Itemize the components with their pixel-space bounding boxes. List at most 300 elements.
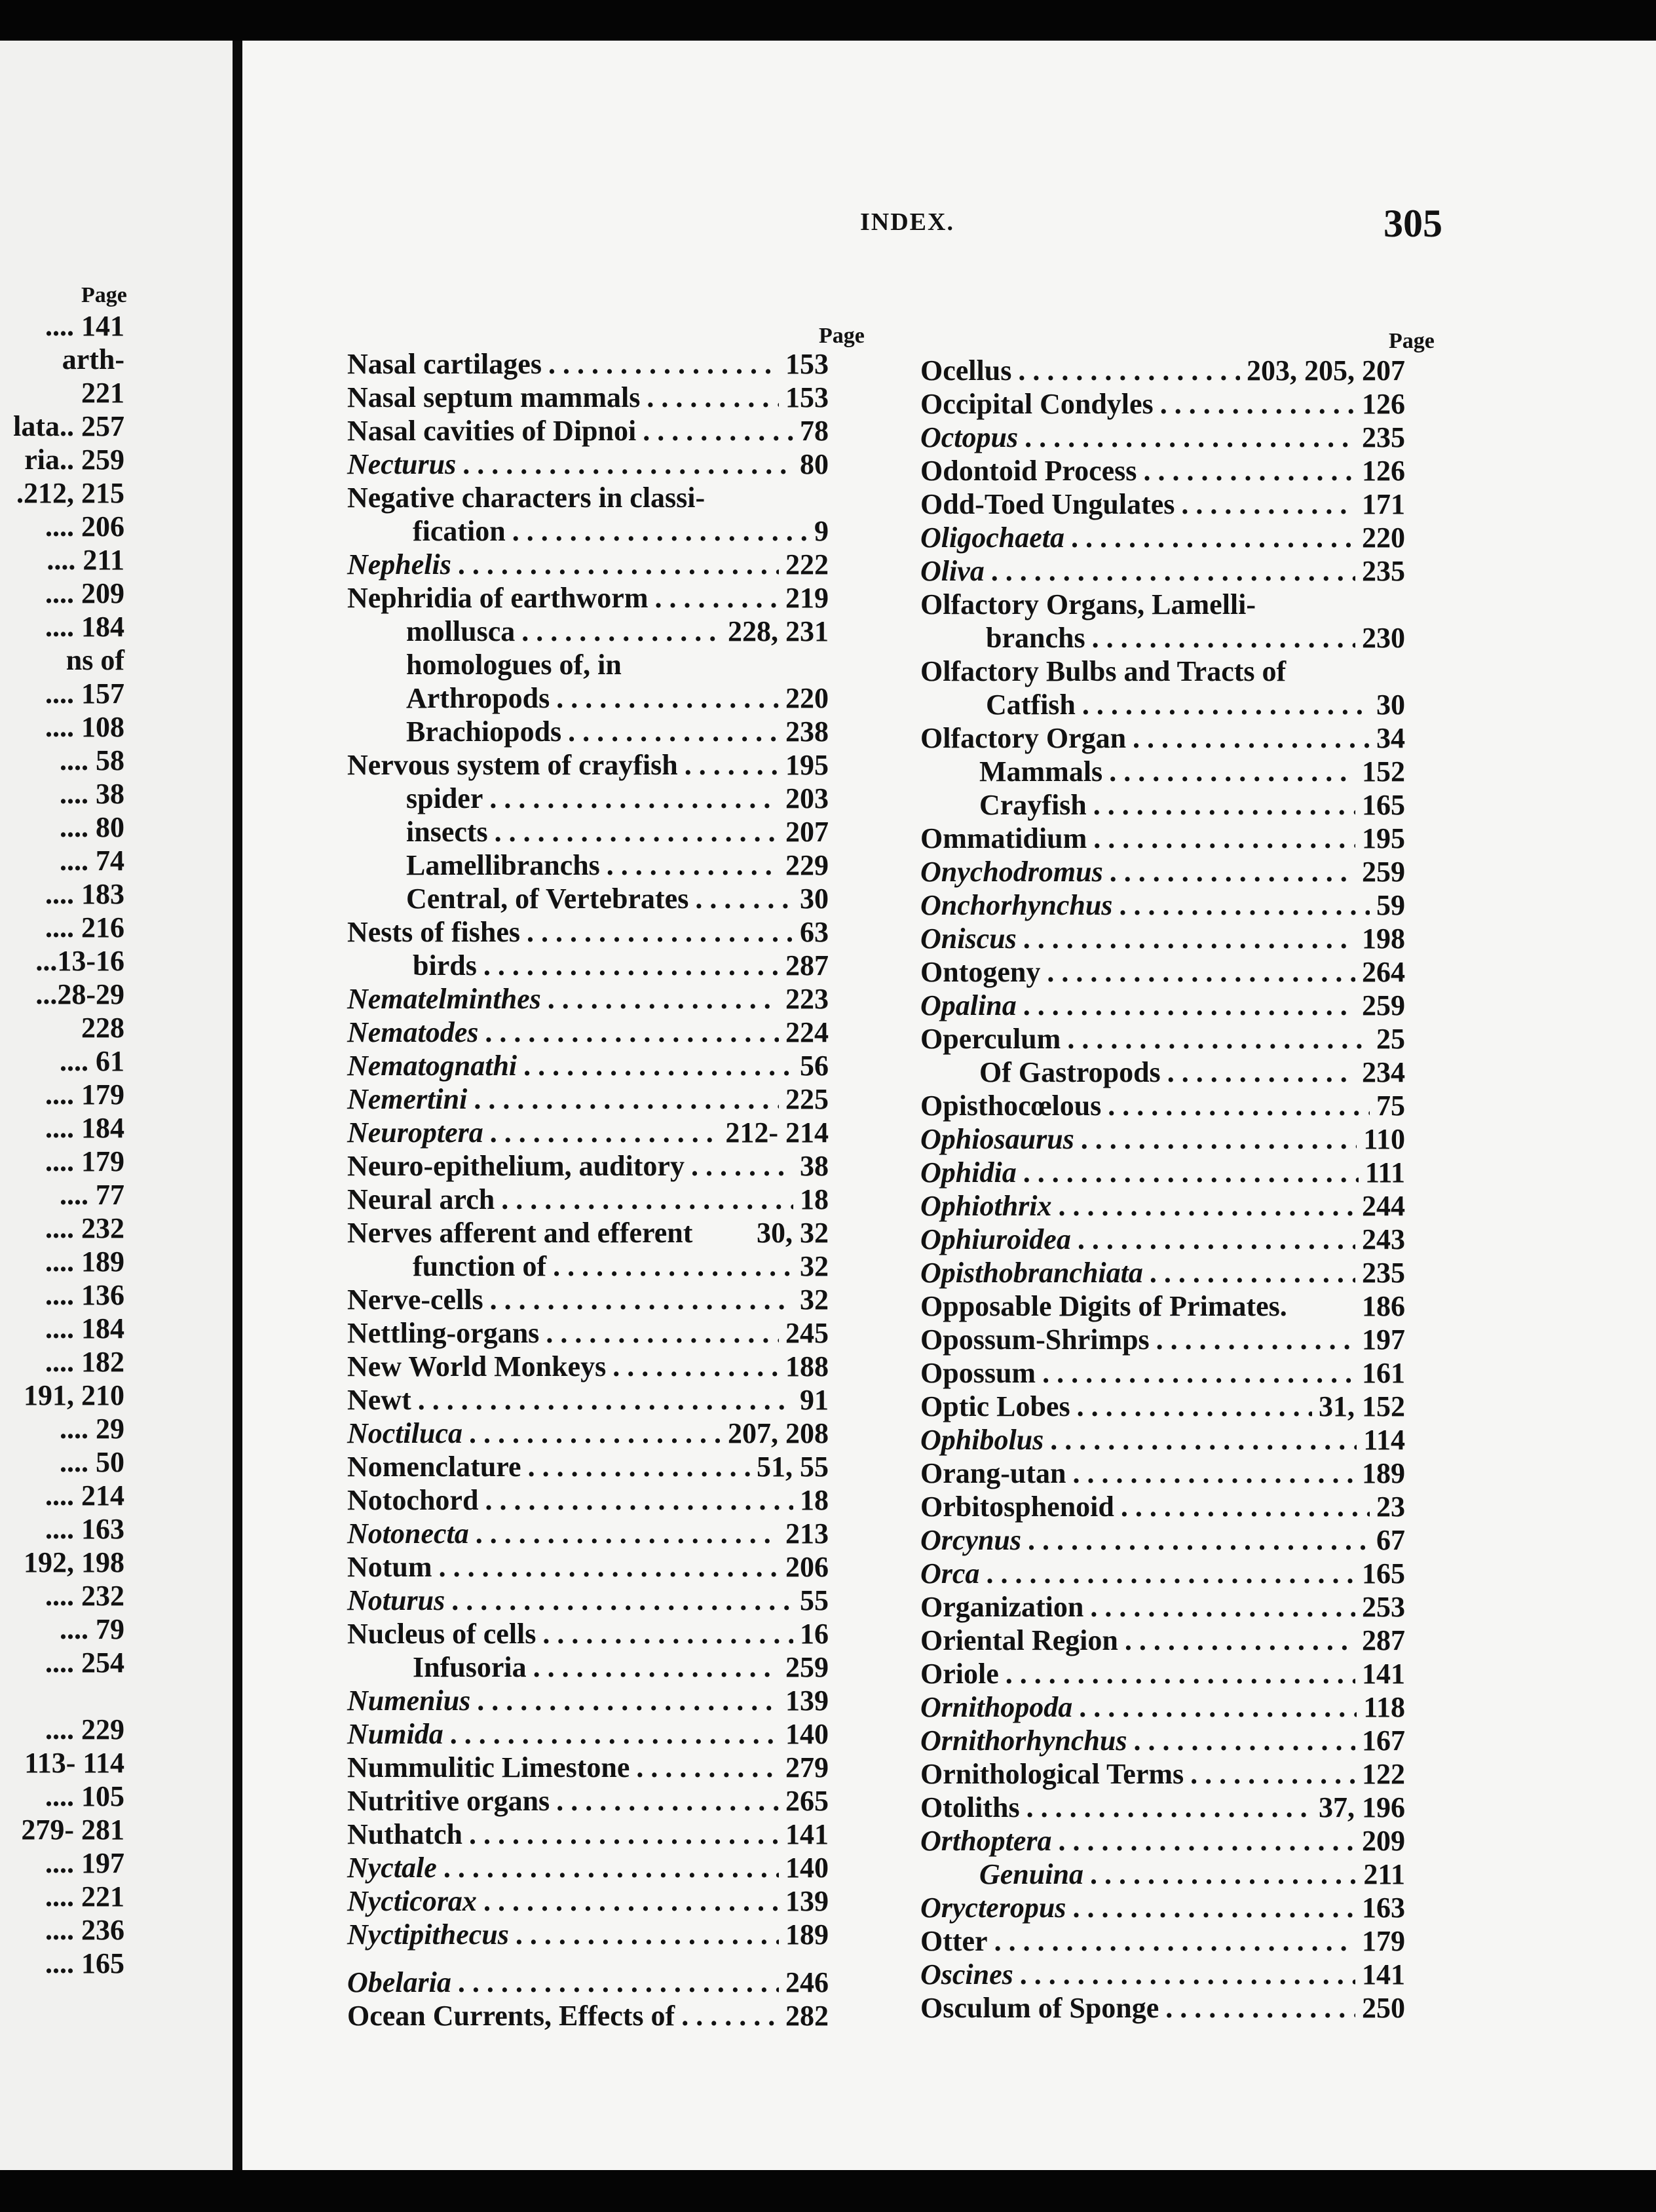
index-term: Operculum	[920, 1023, 1061, 1055]
index-term: Ornithorhynchus	[920, 1725, 1127, 1757]
index-term: Central, of Vertebrates	[406, 883, 689, 915]
left-page-line	[0, 944, 124, 978]
index-term: Onchorhynchus	[920, 889, 1113, 921]
dot-leader	[1190, 1757, 1355, 1791]
index-page-ref: 287	[785, 949, 829, 982]
left-page-line-text: .... 221	[45, 1880, 124, 1913]
index-page-ref: 198	[1362, 923, 1405, 955]
index-term: Onychodromus	[920, 856, 1103, 888]
index-term: Noctiluca	[347, 1417, 462, 1449]
left-page-line	[0, 510, 124, 543]
index-term: New World Monkeys	[347, 1350, 607, 1382]
left-page-line	[0, 543, 124, 577]
index-entry	[347, 1884, 829, 1918]
left-page-line	[0, 1546, 124, 1579]
index-page-ref: 34	[1376, 722, 1405, 754]
index-term: Nemertini	[347, 1083, 468, 1115]
index-entry	[347, 481, 829, 514]
dot-leader	[476, 1517, 779, 1550]
dot-leader	[695, 882, 793, 915]
index-term: branchs	[986, 622, 1085, 654]
index-term: birds	[413, 949, 477, 982]
dot-leader	[462, 448, 793, 481]
left-page-line	[0, 343, 124, 376]
index-page-ref: 235	[1362, 1257, 1405, 1289]
index-page-ref: 235	[1362, 555, 1405, 587]
index-entry	[347, 1183, 829, 1216]
left-page-line	[0, 1479, 124, 1512]
index-page-ref: 126	[1362, 455, 1405, 487]
index-entry	[920, 421, 1405, 454]
index-entry	[920, 788, 1405, 822]
index-entry	[920, 1323, 1405, 1356]
index-page-ref: 229	[785, 849, 829, 881]
index-page-ref: 114	[1363, 1424, 1405, 1456]
left-page-line	[0, 1078, 124, 1111]
index-page-ref: 139	[785, 1685, 829, 1717]
left-page-fragment	[0, 41, 233, 2170]
left-page-line-text: .... 141	[45, 310, 124, 342]
left-page-line-text: .... 206	[45, 510, 124, 543]
dot-leader	[485, 1016, 779, 1049]
index-page-ref: 203	[785, 782, 829, 814]
left-page-line-text: .... 157	[45, 677, 124, 710]
index-entry	[920, 1256, 1405, 1289]
index-term: Mammals	[979, 755, 1103, 788]
index-entry	[920, 1657, 1405, 1690]
left-page-line	[0, 1579, 124, 1612]
index-entry	[920, 354, 1405, 387]
left-page-line-text: .... 236	[45, 1914, 124, 1946]
index-entry	[920, 855, 1405, 888]
left-page-line	[0, 1011, 124, 1044]
index-term: fication	[413, 515, 506, 547]
index-page-ref: 279	[785, 1751, 829, 1783]
index-term: Numenius	[347, 1685, 471, 1717]
left-page-line	[0, 1445, 124, 1479]
index-entry	[347, 949, 829, 982]
dot-leader	[1006, 1657, 1355, 1690]
index-page-ref: 63	[800, 916, 829, 948]
left-page-line	[0, 1646, 124, 1679]
left-page-line-text: ...28-29	[35, 978, 124, 1010]
dot-leader	[1023, 922, 1355, 955]
index-page-ref: 220	[1362, 522, 1405, 554]
index-entry	[920, 655, 1405, 688]
index-page-ref: 222	[785, 548, 829, 581]
index-page-ref: 220	[785, 682, 829, 714]
index-term: Ornithological Terms	[920, 1758, 1184, 1790]
index-entry	[347, 1851, 829, 1884]
dot-leader	[490, 1283, 793, 1316]
index-term: Opisthobranchiata	[920, 1257, 1143, 1289]
index-entry	[347, 1016, 829, 1049]
index-entry	[920, 1824, 1405, 1858]
left-page-line-text: 221	[81, 377, 124, 409]
index-page-ref: 235	[1362, 421, 1405, 453]
book-gutter	[233, 41, 242, 2170]
index-term: Nematodes	[347, 1016, 479, 1048]
index-entry	[347, 347, 829, 381]
dot-leader	[469, 1417, 721, 1450]
index-page-ref: 9	[814, 515, 829, 547]
index-page-ref: 140	[785, 1718, 829, 1750]
left-page-line-text: 192, 198	[24, 1546, 124, 1578]
index-term: Olfactory Organ	[920, 722, 1127, 754]
left-page-line-text: .... 184	[45, 611, 124, 643]
left-page-line-text: .... 216	[45, 911, 124, 944]
index-term: Ontogeny	[920, 956, 1041, 988]
dot-leader	[546, 1316, 779, 1350]
index-term: Orbitosphenoid	[920, 1491, 1114, 1523]
dot-leader	[1156, 1323, 1355, 1356]
dot-leader	[439, 1550, 779, 1584]
dot-leader	[1082, 688, 1370, 721]
dot-leader	[994, 1924, 1355, 1958]
dot-leader	[1081, 1122, 1357, 1156]
dot-leader	[1121, 1490, 1370, 1523]
index-entry	[347, 1483, 829, 1517]
dot-leader	[516, 1918, 779, 1951]
index-entry	[920, 989, 1405, 1022]
index-term: Organization	[920, 1591, 1084, 1623]
index-page-ref: 16	[800, 1618, 829, 1650]
index-term: function of	[413, 1250, 547, 1282]
index-page-ref: 211	[1363, 1858, 1405, 1890]
left-page-line	[0, 476, 124, 510]
left-page-index-lines	[0, 309, 124, 1980]
index-entry	[920, 1924, 1405, 1958]
index-entry	[920, 1390, 1405, 1423]
index-term: Genuina	[979, 1858, 1083, 1890]
left-page-line-text: .... 163	[45, 1513, 124, 1545]
dot-leader	[556, 681, 779, 715]
dot-leader	[477, 1684, 779, 1717]
index-term: Numida	[347, 1718, 443, 1750]
index-term: Nasal cartilages	[347, 348, 542, 380]
left-page-line-text: 113- 114	[24, 1747, 124, 1779]
index-term: Notochord	[347, 1484, 479, 1516]
dot-leader	[1093, 788, 1355, 822]
index-term: Opossum	[920, 1357, 1036, 1389]
index-entry	[347, 1584, 829, 1617]
index-page-ref: 230	[1362, 622, 1405, 654]
index-page-ref: 223	[785, 983, 829, 1015]
index-term: Crayfish	[979, 789, 1087, 821]
index-entry	[920, 621, 1405, 655]
index-page-ref: 264	[1362, 956, 1405, 988]
index-entry	[920, 1156, 1405, 1189]
dot-leader	[1072, 1891, 1355, 1924]
index-page-ref: 140	[785, 1852, 829, 1884]
index-page-ref: 32	[800, 1284, 829, 1316]
dot-leader	[1167, 1056, 1355, 1089]
index-page-ref: 186	[1362, 1290, 1405, 1322]
dot-leader	[1078, 1223, 1355, 1256]
index-entry	[920, 1356, 1405, 1390]
index-entry	[347, 1049, 829, 1082]
index-page-ref: 179	[1362, 1925, 1405, 1957]
left-page-line	[0, 1780, 124, 1813]
index-page-ref: 152	[1362, 755, 1405, 788]
left-page-line-text: .... 58	[60, 744, 124, 776]
left-page-line-text: .... 105	[45, 1780, 124, 1812]
index-page-ref: 287	[1362, 1624, 1405, 1656]
scan-bottom-border	[0, 2170, 1656, 2212]
index-page-ref: 163	[1362, 1892, 1405, 1924]
dot-leader	[1090, 1858, 1357, 1891]
dot-leader	[469, 1818, 779, 1851]
index-page-ref: 153	[785, 381, 829, 413]
index-page-ref: 32	[800, 1250, 829, 1282]
left-page-line	[0, 1412, 124, 1445]
left-page-line	[0, 911, 124, 944]
index-entry	[347, 1316, 829, 1350]
left-page-line-text: .... 179	[45, 1145, 124, 1177]
index-term: Odontoid Process	[920, 455, 1137, 487]
index-term: Ommatidium	[920, 822, 1087, 854]
left-page-line-text: .... 229	[45, 1713, 124, 1745]
left-page-line	[0, 1679, 124, 1713]
left-page-line	[0, 710, 124, 744]
index-entry	[920, 1490, 1405, 1523]
index-entry	[920, 554, 1405, 588]
dot-leader	[1067, 1022, 1370, 1056]
dot-leader	[1110, 855, 1355, 888]
index-term: Oniscus	[920, 923, 1017, 955]
left-page-line-text: .... 29	[60, 1413, 124, 1445]
left-page-line	[0, 643, 124, 677]
index-page-ref: 195	[785, 749, 829, 781]
index-page-ref: 30, 32	[757, 1217, 829, 1249]
index-page-ref: 122	[1362, 1758, 1405, 1790]
left-page-line-text: 228	[81, 1012, 124, 1044]
index-page-ref: 253	[1362, 1591, 1405, 1623]
index-term: Notonecta	[347, 1517, 469, 1550]
index-page-ref: 38	[800, 1150, 829, 1182]
index-term: Neural arch	[347, 1183, 495, 1215]
dot-leader	[1023, 1156, 1359, 1189]
index-entry	[920, 688, 1405, 721]
index-entry	[920, 1624, 1405, 1657]
left-page-line-text: 191, 210	[24, 1379, 124, 1411]
left-page-line	[0, 1846, 124, 1880]
index-page-ref: 139	[785, 1885, 829, 1917]
left-page-line-text: lata.. 257	[13, 410, 124, 442]
index-term: Nematognathi	[347, 1050, 518, 1082]
running-head: INDEX.	[860, 208, 954, 236]
index-page-ref: 25	[1376, 1023, 1405, 1055]
index-page-ref: 59	[1376, 889, 1405, 921]
left-page-line-text: .... 38	[60, 778, 124, 810]
dot-leader	[1042, 1356, 1355, 1390]
left-page-column-label: Page	[81, 283, 127, 307]
index-entry	[347, 915, 829, 949]
dot-leader	[533, 1650, 779, 1684]
index-page-ref: 244	[1362, 1190, 1405, 1222]
index-entry	[347, 514, 829, 548]
dot-leader	[523, 1049, 793, 1082]
index-term: Obelaria	[347, 1966, 451, 1998]
index-page-ref: 75	[1376, 1090, 1405, 1122]
index-term: Oriental Region	[920, 1624, 1118, 1656]
index-entry	[920, 1891, 1405, 1924]
left-page-line	[0, 978, 124, 1011]
index-term: Nucleus of cells	[347, 1618, 536, 1650]
left-page-line-text: .... 184	[45, 1312, 124, 1344]
index-entry	[920, 588, 1405, 621]
index-entry	[920, 1457, 1405, 1490]
left-page-line-text: .... 197	[45, 1847, 124, 1879]
left-page-line	[0, 1947, 124, 1980]
dot-leader	[458, 1966, 779, 1999]
index-term: Nervous system of crayfish	[347, 749, 678, 781]
index-entry	[347, 1550, 829, 1584]
dot-leader	[1125, 1624, 1355, 1657]
index-entry	[347, 615, 829, 648]
dot-leader	[655, 581, 780, 615]
index-page-ref: 206	[785, 1551, 829, 1583]
index-page-ref: 141	[785, 1818, 829, 1850]
left-page-line-text: .... 136	[45, 1279, 124, 1311]
dot-leader	[1018, 354, 1240, 387]
index-page-ref: 203, 205, 207	[1247, 354, 1405, 387]
index-entry	[920, 1858, 1405, 1891]
index-page-ref: 213	[785, 1517, 829, 1550]
dot-leader	[1020, 1958, 1355, 1991]
dot-leader	[483, 1884, 779, 1918]
index-entry	[920, 721, 1405, 755]
dot-leader	[1058, 1824, 1355, 1858]
dot-leader	[1079, 1690, 1357, 1724]
left-page-line-text: .... 79	[60, 1613, 124, 1645]
index-page-ref: 228, 231	[728, 615, 829, 647]
left-page-line	[0, 1880, 124, 1913]
index-page-ref: 195	[1362, 822, 1405, 854]
index-entry	[347, 1717, 829, 1751]
left-page-line-text: .... 214	[45, 1479, 124, 1512]
index-column-2	[920, 354, 1405, 2025]
left-page-line-text: .... 211	[47, 544, 124, 576]
index-term: Ophiuroidea	[920, 1223, 1071, 1255]
index-entry	[347, 548, 829, 581]
index-entry	[920, 1590, 1405, 1624]
index-entry	[920, 1958, 1405, 1991]
dot-leader	[1143, 454, 1355, 487]
index-entry	[920, 454, 1405, 487]
dot-leader	[685, 748, 779, 782]
dot-leader	[542, 1617, 793, 1650]
index-entry	[920, 1089, 1405, 1122]
left-page-line-text: ria.. 259	[24, 444, 124, 476]
left-page-line	[0, 1111, 124, 1145]
dot-leader	[1165, 1991, 1355, 2025]
index-entry	[347, 1149, 829, 1183]
dot-leader	[490, 1116, 719, 1149]
index-term: Orca	[920, 1557, 980, 1590]
index-page-ref: 31, 152	[1319, 1390, 1405, 1422]
index-page-ref: 188	[785, 1350, 829, 1382]
dot-leader	[450, 1717, 779, 1751]
index-term: Opossum-Shrimps	[920, 1324, 1150, 1356]
dot-leader	[1050, 1423, 1357, 1457]
index-page-ref: 197	[1362, 1324, 1405, 1356]
left-page-line	[0, 1612, 124, 1646]
dot-leader	[1023, 989, 1355, 1022]
index-term: Ophiosaurus	[920, 1123, 1074, 1155]
dot-leader	[1133, 1724, 1355, 1757]
dot-leader	[512, 514, 808, 548]
left-page-line	[0, 677, 124, 710]
index-term: Nutritive organs	[347, 1785, 550, 1817]
dot-leader	[553, 1249, 793, 1283]
left-page-line	[0, 1312, 124, 1345]
index-entry	[920, 1423, 1405, 1457]
index-entry	[347, 648, 829, 681]
index-entry	[347, 782, 829, 815]
index-entry	[347, 1417, 829, 1450]
index-term: Olfactory Organs, Lamelli-	[920, 588, 1256, 620]
index-page-ref: 56	[800, 1050, 829, 1082]
index-term: Oriole	[920, 1658, 999, 1690]
dot-leader	[986, 1557, 1355, 1590]
index-page-ref: 250	[1362, 1992, 1405, 2024]
left-page-line	[0, 1145, 124, 1178]
dot-leader	[495, 815, 779, 849]
column-1-label: Page	[819, 324, 865, 348]
index-term: Osculum of Sponge	[920, 1992, 1159, 2024]
left-page-line-text: .... 165	[45, 1947, 124, 1979]
index-entry	[920, 1757, 1405, 1791]
index-page	[242, 41, 1656, 2170]
left-page-line	[0, 1245, 124, 1278]
index-term: Orcynus	[920, 1524, 1022, 1556]
left-page-line-text: 279- 281	[21, 1814, 124, 1846]
index-page-ref: 80	[800, 448, 829, 480]
dot-leader	[1028, 1523, 1370, 1557]
index-term: Oliva	[920, 555, 985, 587]
left-page-line-text: .... 254	[45, 1647, 124, 1679]
index-page-ref: 37, 196	[1319, 1791, 1405, 1823]
index-page-ref: 141	[1362, 1658, 1405, 1690]
index-entry	[347, 1082, 829, 1116]
index-entry	[920, 1122, 1405, 1156]
left-page-line-text: .... 74	[60, 845, 124, 877]
dot-leader	[643, 414, 793, 448]
index-entry	[920, 1223, 1405, 1256]
dot-leader	[548, 982, 779, 1016]
index-term: Nematelminthes	[347, 983, 541, 1015]
left-page-line-text: .... 183	[45, 878, 124, 910]
index-entry	[920, 387, 1405, 421]
index-term: Nycticorax	[347, 1885, 477, 1917]
index-entry	[347, 815, 829, 849]
left-page-line-text: arth-	[62, 343, 124, 375]
dot-leader	[458, 548, 779, 581]
index-term: Nasal cavities of Dipnoi	[347, 415, 637, 447]
index-term: Ophidia	[920, 1156, 1017, 1189]
index-term: Nummulitic Limestone	[347, 1751, 630, 1783]
index-term: Nettling-organs	[347, 1317, 540, 1349]
index-page-ref: 282	[785, 2000, 829, 2032]
dot-leader	[418, 1383, 793, 1417]
index-entry	[347, 1249, 829, 1283]
index-entry	[347, 1450, 829, 1483]
index-page-ref: 189	[785, 1918, 829, 1951]
index-term: Nuthatch	[347, 1818, 463, 1850]
left-page-line	[0, 1044, 124, 1078]
left-page-line-text: .... 209	[45, 577, 124, 609]
